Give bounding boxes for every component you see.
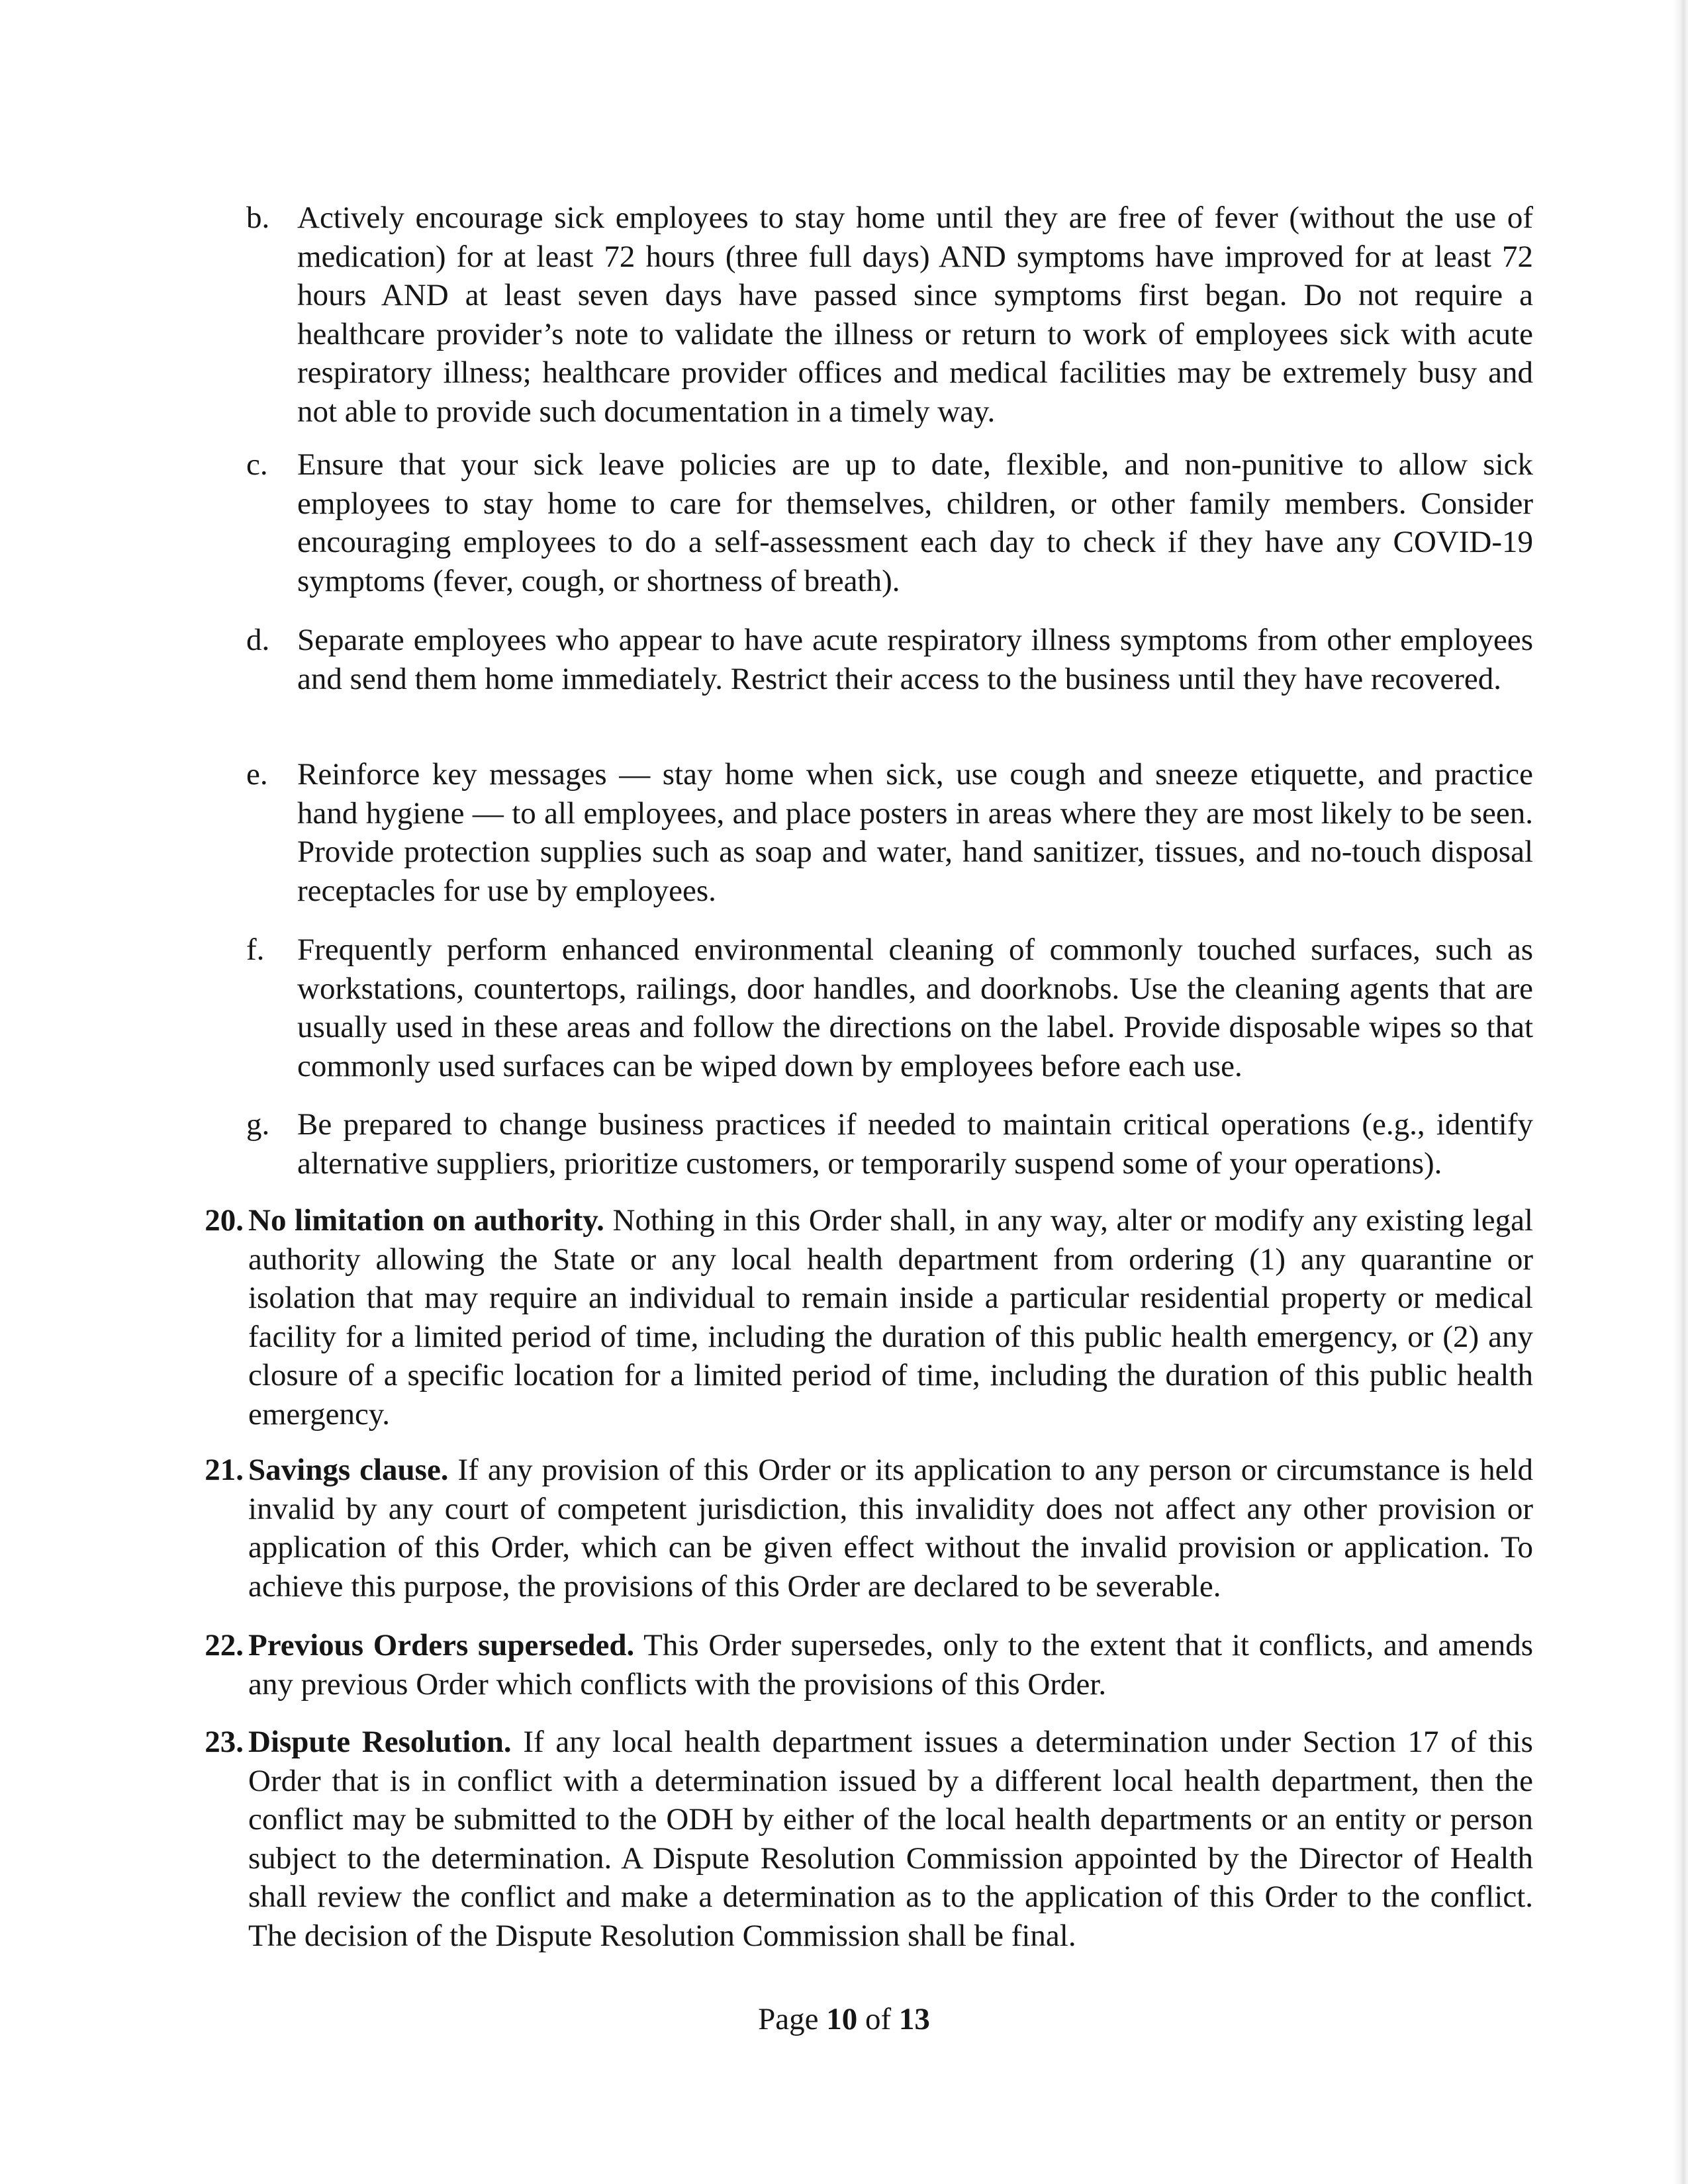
subitem-text: Reinforce key messages — stay home when sick, use cough and sneeze etiquette, and practice hand hygiene — to all employees, and place posters in areas where they are most likely to be seen. Provide protection supplies such as soap and water, hand sanitizer, tissues, and no-touch disposal receptacles for use by employees.	[297, 757, 1533, 908]
page-number-footer	[0, 2000, 1688, 2038]
section-20	[248, 1201, 1533, 1433]
subitem-text: Frequently perform enhanced environmental cleaning of commonly touched surfaces, such as workstations, countertops, railings, door handles, and doorknobs. Use the cleaning agents that are usually used in these areas and follow the directions on the label. Provide disposable wipes so that commonly used surfaces can be wiped down by employees before each use.	[297, 933, 1533, 1083]
section-22	[248, 1626, 1533, 1704]
current-page-number: 10	[826, 2002, 858, 2036]
section-21	[248, 1451, 1533, 1606]
section-heading: No limitation on authority.	[248, 1203, 604, 1238]
section-heading: Dispute Resolution.	[248, 1725, 512, 1759]
section-number: 23.	[205, 1725, 244, 1759]
subitem-label: g.	[246, 1107, 270, 1142]
subitem-label: f.	[246, 933, 265, 967]
subitem-text: Actively encourage sick employees to stay home until they are free of fever (without the use of medication) for at least 72 hours (three full days) AND symptoms have improved for at least 72 hours AND at least seven days have passed since symptoms first began. Do not require a healthcare provider’s note to validate the illness or return to work of employees sick with acute respiratory illness; healthcare provider offices and medical facilities may be extremely busy and not able to provide such documentation in a timely way.	[297, 201, 1533, 429]
section-number: 22.	[205, 1628, 244, 1662]
section-number: 20.	[205, 1203, 244, 1238]
section-heading: Savings clause.	[248, 1453, 449, 1487]
footer-prefix: Page	[758, 2002, 827, 2036]
section-heading: Previous Orders superseded.	[248, 1628, 635, 1662]
section-body: If any provision of this Order or its application to any person or circumstance is held invalid by any court of competent jurisdiction, this invalidity does not affect any other provision or application of this Order, which can be given effect without the invalid provision or application. To achieve this purpose, the provisions of this Order are declared to be severable.	[248, 1453, 1533, 1604]
subitem-label: b.	[246, 201, 270, 235]
subitem-label: e.	[246, 757, 268, 792]
footer-middle: of	[857, 2002, 899, 2036]
section-body: If any local health department issues a determination under Section 17 of this Order that is in conflict with a determination issued by a different local health department, then the conflict may be submitted to the ODH by either of the local health departments or an entity or person subject to the determination. A Dispute Resolution Commission appointed by the Director of Health shall review the conflict and make a determination as to the application of this Order to the conflict. The decision of the Dispute Resolution Commission shall be final.	[248, 1725, 1533, 1953]
section-number: 21.	[205, 1453, 244, 1487]
subitem-label: d.	[246, 623, 270, 657]
subitem-label: c.	[246, 447, 268, 482]
total-page-count: 13	[898, 2002, 930, 2036]
section-body: Nothing in this Order shall, in any way, alter or modify any existing legal authority allowing the State or any local health department from ordering (1) any quarantine or isolation that may require an individual to remain inside a particular residential property or medical facility for a limited period of time, including the duration of this public health emergency, or (2) any closure of a specific location for a limited period of time, including the duration of this public health emergency.	[248, 1203, 1533, 1432]
section-23	[248, 1723, 1533, 1955]
subitem-text: Ensure that your sick leave policies are up to date, flexible, and non-punitive to allow sick employees to stay home to care for themselves, children, or other family members. Consider encouraging employees to do a self-assessment each day to check if they have any COVID-19 symptoms (fever, cough, or shortness of breath).	[297, 447, 1533, 598]
scan-edge-shadow	[1673, 0, 1688, 2184]
subitem-text: Separate employees who appear to have acute respiratory illness symptoms from other employees and send them home immediately. Restrict their access to the business until they have recovered.	[297, 623, 1533, 696]
section-body: This Order supersedes, only to the extent that it conflicts, and amends any previous Order which conflicts with the provisions of this Order.	[248, 1628, 1533, 1702]
subitem-text: Be prepared to change business practices if needed to maintain critical operations (e.g., identify alternative suppliers, prioritize customers, or temporarily suspend some of your operations).	[297, 1107, 1533, 1181]
